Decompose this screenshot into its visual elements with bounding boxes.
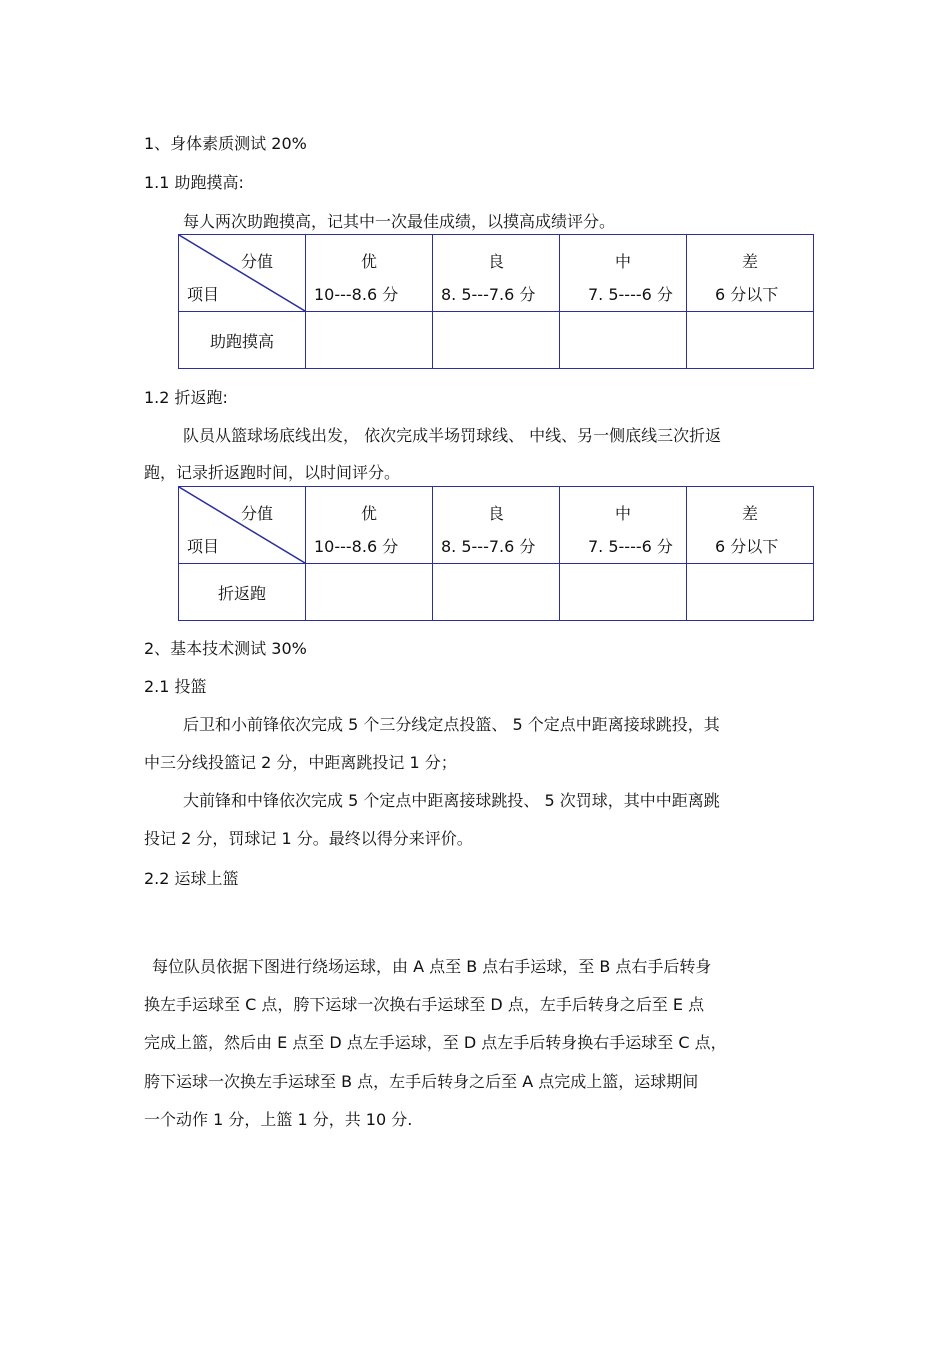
grade-label: 优 — [360, 252, 377, 271]
section2-1-para1-line1: 后卫和小前锋依次完成 5 个三分线定点投篮、 5 个定点中距离接球跳投，其 — [183, 715, 720, 734]
grade-label: 中 — [614, 504, 631, 523]
empty-cell — [687, 564, 814, 621]
grade-label: 中 — [614, 252, 631, 271]
section2-2-para-line5: 一个动作 1 分，上篮 1 分，共 10 分. — [144, 1110, 413, 1129]
section2-1-para2-line2: 投记 2 分，罚球记 1 分。最终以得分来评价。 — [144, 829, 473, 848]
grade-range: 10---8.6 分 — [314, 285, 399, 304]
grade-range: 7. 5----6 分 — [588, 537, 673, 556]
grade-cell — [433, 235, 560, 312]
grade-label: 差 — [741, 504, 758, 523]
empty-cell — [306, 564, 433, 621]
grade-cell — [560, 487, 687, 564]
corner-item-label: 项目 — [187, 537, 220, 556]
section2-1-para2-line1: 大前锋和中锋依次完成 5 个定点中距离接球跳投、 5 次罚球，其中中距离跳 — [183, 791, 720, 810]
empty-cell — [433, 312, 560, 369]
grade-label: 优 — [360, 504, 377, 523]
grade-range: 6 分以下 — [715, 537, 779, 556]
empty-cell — [433, 564, 560, 621]
section2-2-para-line3: 完成上篮，然后由 E 点至 D 点左手运球，至 D 点左手后转身换右手运球至 C 点， — [144, 1033, 727, 1052]
section1-2-description-line2: 跑，记录折返跑时间，以时间评分。 — [144, 463, 401, 482]
grade-cell — [306, 487, 433, 564]
grade-range: 7. 5----6 分 — [588, 285, 673, 304]
empty-cell — [560, 312, 687, 369]
section2-1-para1-line2: 中三分线投篮记 2 分，中距离跳投记 1 分； — [144, 753, 457, 772]
grade-label: 差 — [741, 252, 758, 271]
score-table-jump — [178, 234, 814, 369]
table-corner-cell — [179, 235, 306, 312]
section1-1-heading: 1.1 助跑摸高: — [144, 173, 244, 192]
grade-cell — [687, 487, 814, 564]
grade-range: 6 分以下 — [715, 285, 779, 304]
section2-2-para-line4: 胯下运球一次换左手运球至 B 点，左手后转身之后至 A 点完成上篮，运球期间 — [144, 1072, 699, 1091]
grade-cell — [687, 235, 814, 312]
section2-1-heading: 2.1 投篮 — [144, 677, 207, 696]
section1-1-description: 每人两次助跑摸高，记其中一次最佳成绩，以摸高成绩评分。 — [183, 212, 616, 231]
grade-range: 8. 5---7.6 分 — [441, 537, 536, 556]
grade-label: 良 — [487, 504, 504, 523]
row-label: 折返跑 — [179, 564, 306, 621]
section2-2-para-line2: 换左手运球至 C 点，胯下运球一次换右手运球至 D 点，左手后转身之后至 E 点 — [144, 995, 705, 1014]
grade-range: 10---8.6 分 — [314, 537, 399, 556]
corner-item-label: 项目 — [187, 285, 220, 304]
empty-cell — [687, 312, 814, 369]
empty-cell — [560, 564, 687, 621]
grade-cell — [306, 235, 433, 312]
corner-score-label: 分值 — [240, 252, 273, 271]
table-corner-cell — [179, 487, 306, 564]
section1-2-description-line1: 队员从篮球场底线出发， 依次完成半场罚球线、 中线、另一侧底线三次折返 — [183, 426, 722, 445]
section1-heading: 1、身体素质测试 20% — [144, 134, 307, 153]
corner-score-label: 分值 — [240, 504, 273, 523]
grade-cell — [433, 487, 560, 564]
section2-2-heading: 2.2 运球上篮 — [144, 869, 239, 888]
empty-cell — [306, 312, 433, 369]
score-table-shuttle — [178, 486, 814, 621]
section1-2-heading: 1.2 折返跑: — [144, 388, 228, 407]
row-label: 助跑摸高 — [179, 312, 306, 369]
section2-2-para-line1: 每位队员依据下图进行绕场运球，由 A 点至 B 点右手运球，至 B 点右手后转身 — [152, 957, 712, 976]
grade-range: 8. 5---7.6 分 — [441, 285, 536, 304]
grade-cell — [560, 235, 687, 312]
grade-label: 良 — [487, 252, 504, 271]
section2-heading: 2、基本技术测试 30% — [144, 639, 307, 658]
